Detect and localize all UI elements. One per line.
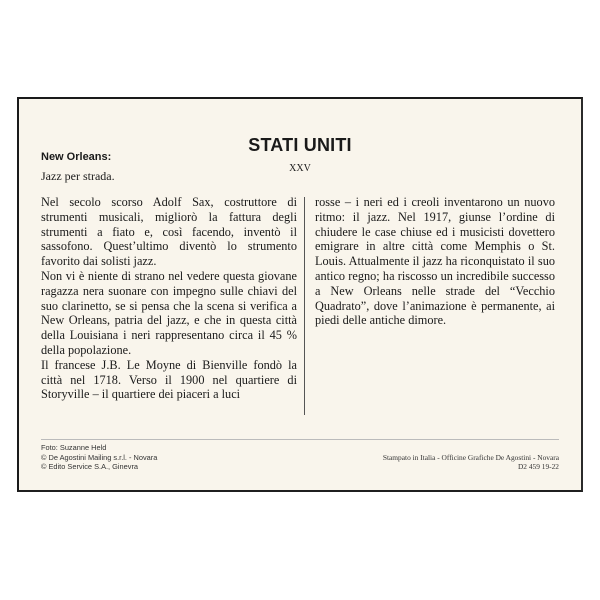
- column-divider: [304, 197, 305, 415]
- caption-subtitle: Jazz per strada.: [41, 169, 115, 183]
- paragraph: Il francese J.B. Le Moyne di Bienville fondò la città nel 1718. Verso il 1900 nel quartiere di Storyville – il quartiere dei piaceri a luci: [41, 357, 297, 402]
- credit-line: © De Agostini Mailing s.r.l. - Novara: [41, 452, 158, 462]
- print-code: D2 459 19-22: [517, 462, 559, 472]
- printer-info: [383, 453, 559, 472]
- place-heading: New Orleans:: [41, 151, 112, 163]
- paragraph: Non vi è niente di strano nel vedere questa giovane ragazza nera suonare con impegno sulle chiavi del suo clarinetto, se si pensa che la scena si verifica a New Orleans, patria del jazz, e che in questa città della Louisiana i neri rappresentano circa il 45 % della popolazione.: [41, 268, 297, 357]
- printer-line: Stampato in Italia - Officine Grafiche De Agostini - Novara: [382, 453, 559, 462]
- footer-rule: [41, 439, 559, 440]
- text-column-right: [315, 195, 555, 328]
- paragraph: rosse – i neri ed i creoli inventarono un nuovo ritmo: il jazz. Nel 1917, giunse l’ordine di chiudere le case chiuse ed i musicisti dovettero emigrare in altre città come Memphis o St. Louis. Attualmente il jazz ha riconquistato il suo antico regno; ha riscosso un incredibile successo a New Orleans nelle strade del “Vecchio Quadrato”, dove l’animazione è permanente, ai piedi delle antiche dimore.: [315, 195, 555, 328]
- card-number: XXV: [289, 163, 311, 174]
- paragraph: Nel secolo scorso Adolf Sax, costruttore di strumenti musicali, migliorò la fattura degli strumenti a fiato e, così facendo, inventò il sassofono. Quest’ultimo diventò lo strumento favorito dai solisti jazz.: [41, 195, 297, 269]
- text-column-left: [41, 195, 297, 402]
- credit-line: Foto: Suzanne Held: [41, 443, 107, 452]
- postcard-back: [17, 97, 583, 492]
- card-title: STATI UNITI: [248, 135, 352, 155]
- credit-line: © Edito Service S.A., Ginevra: [41, 462, 139, 472]
- photo-credits: [41, 443, 157, 472]
